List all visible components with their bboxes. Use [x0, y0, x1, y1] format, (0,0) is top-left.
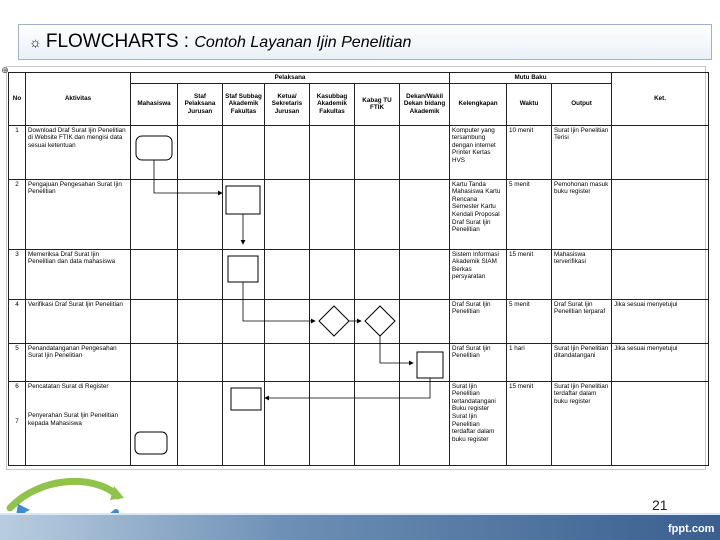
- row-output: Mahasiswa terverifikasi: [552, 249, 612, 299]
- row-waktu: 5 menit: [507, 299, 552, 343]
- row-output: Surat Ijin Penelitian terdaftar dalam buku register: [552, 381, 612, 465]
- header-kabag: Kabag TU FTIK: [355, 83, 400, 125]
- header-group-mutu-baku: Mutu Baku: [450, 73, 612, 84]
- row-no-7: 7: [15, 418, 19, 426]
- row-ket: [612, 125, 709, 179]
- row-output: Surat Ijin Penelitian ditandatangani: [552, 343, 612, 381]
- row-ket: [612, 179, 709, 249]
- move-handle-icon[interactable]: ⊕: [1, 65, 9, 75]
- row-aktivitas: Penandatanganan Pengesahan Surat Ijin Penelitian: [26, 343, 131, 381]
- header-dekan: Dekan/Wakil Dekan bidang Akademik: [400, 83, 450, 125]
- title-subtitle: Contoh Layanan Ijin Penelitian: [194, 34, 412, 51]
- row-no-6: 6: [15, 382, 19, 390]
- kelengkapan-7: Surat Ijin Penelitian terdaftar dalam buku register: [452, 412, 495, 443]
- table-row: [9, 125, 709, 179]
- header-staf-pelaksana: Staf Pelaksana Jurusan: [178, 83, 223, 125]
- slide-number: 21: [652, 497, 668, 513]
- row-waktu: 15 menit: [507, 249, 552, 299]
- row-aktivitas: [26, 381, 131, 465]
- row-aktivitas: Pengajuan Pengesahan Surat Ijin Penelitian: [26, 179, 131, 249]
- row-no: 2: [9, 179, 26, 249]
- sun-bullet-icon: ☼: [29, 34, 42, 50]
- kelengkapan-6: Surat Ijin Penelitian tertandatangani Buku register: [452, 382, 496, 413]
- footer-divider: [0, 513, 720, 515]
- row-ket: [612, 381, 709, 465]
- row-waktu: 5 menit: [507, 179, 552, 249]
- header-output: Output: [552, 83, 612, 125]
- row-no: 1: [9, 125, 26, 179]
- row-no: [9, 381, 26, 465]
- header-group-pelaksana: Pelaksana: [131, 73, 450, 84]
- row-ket: [612, 249, 709, 299]
- header-kasubbag: Kasubbag Akademik Fakultas: [310, 83, 355, 125]
- table-row: [9, 381, 709, 465]
- slide-title-bar: [18, 24, 712, 60]
- header-no: No: [9, 73, 26, 126]
- header-staf-subbag: Staf Subbag Akademik Fakultas: [223, 83, 265, 125]
- row-ket: Jika sesuai menyetujui: [612, 299, 709, 343]
- row-no: 5: [9, 343, 26, 381]
- header-kelengkapan: Kelengkapan: [450, 83, 507, 125]
- header-ketua-sekretaris: Ketua/ Sekretaris Jurusan: [265, 83, 310, 125]
- header-ket: Ket.: [612, 73, 709, 126]
- footer-band: [0, 513, 720, 540]
- row-kelengkapan: Draf Surat Ijin Penelitian: [450, 343, 507, 381]
- flowchart-table: [8, 72, 709, 466]
- aktivitas-6: Pencatatan Surat di Register: [28, 382, 109, 390]
- header-aktivitas: Aktivitas: [26, 73, 131, 126]
- table-row: [9, 299, 709, 343]
- row-kelengkapan: Komputer yang tersambung dengan internet Printer Kertas HVS: [450, 125, 507, 179]
- title-separator: :: [178, 31, 195, 52]
- row-no: 3: [9, 249, 26, 299]
- row-output: Draf Surat Ijin Penelitian terparaf: [552, 299, 612, 343]
- row-kelengkapan: [450, 381, 507, 465]
- row-kelengkapan: Draf Surat Ijin Penelitian: [450, 299, 507, 343]
- header-waktu: Waktu: [507, 83, 552, 125]
- row-no: 4: [9, 299, 26, 343]
- row-output: Pemohonan masuk buku register: [552, 179, 612, 249]
- aktivitas-7: Penyerahan Surat Ijin Penelitian kepada Mahasiswa: [28, 412, 118, 427]
- table-row: [9, 343, 709, 381]
- row-waktu: 15 menit: [507, 381, 552, 465]
- row-kelengkapan: Kartu Tanda Mahasiswa Kartu Rencana Semester Kartu Kendali Proposal Draf Surat Ijin Penelitian: [450, 179, 507, 249]
- row-waktu: 1 hari: [507, 343, 552, 381]
- slide-title: [29, 31, 411, 53]
- header-mahasiswa: Mahasiswa: [131, 83, 178, 125]
- table-row: [9, 179, 709, 249]
- table-row: [9, 249, 709, 299]
- title-main: FLOWCHARTS: [45, 31, 179, 52]
- row-aktivitas: Memeriksa Draf Surat Ijin Penelitian dan data mahasiswa: [26, 249, 131, 299]
- row-output: Surat Ijin Penelitian Terisi: [552, 125, 612, 179]
- row-kelengkapan: Sistem Informasi Akademik SIAM Berkas persyaratan: [450, 249, 507, 299]
- row-waktu: 10 menit: [507, 125, 552, 179]
- row-aktivitas: Verifikasi Draf Surat Ijin Penelitian: [26, 299, 131, 343]
- row-ket: Jika sesuai menyetujui: [612, 343, 709, 381]
- row-aktivitas: Download Draf Surat Ijin Penelitian di Website FTIK dan mengisi data sesuai ketentuan: [26, 125, 131, 179]
- brand-label: fppt.com: [668, 523, 715, 535]
